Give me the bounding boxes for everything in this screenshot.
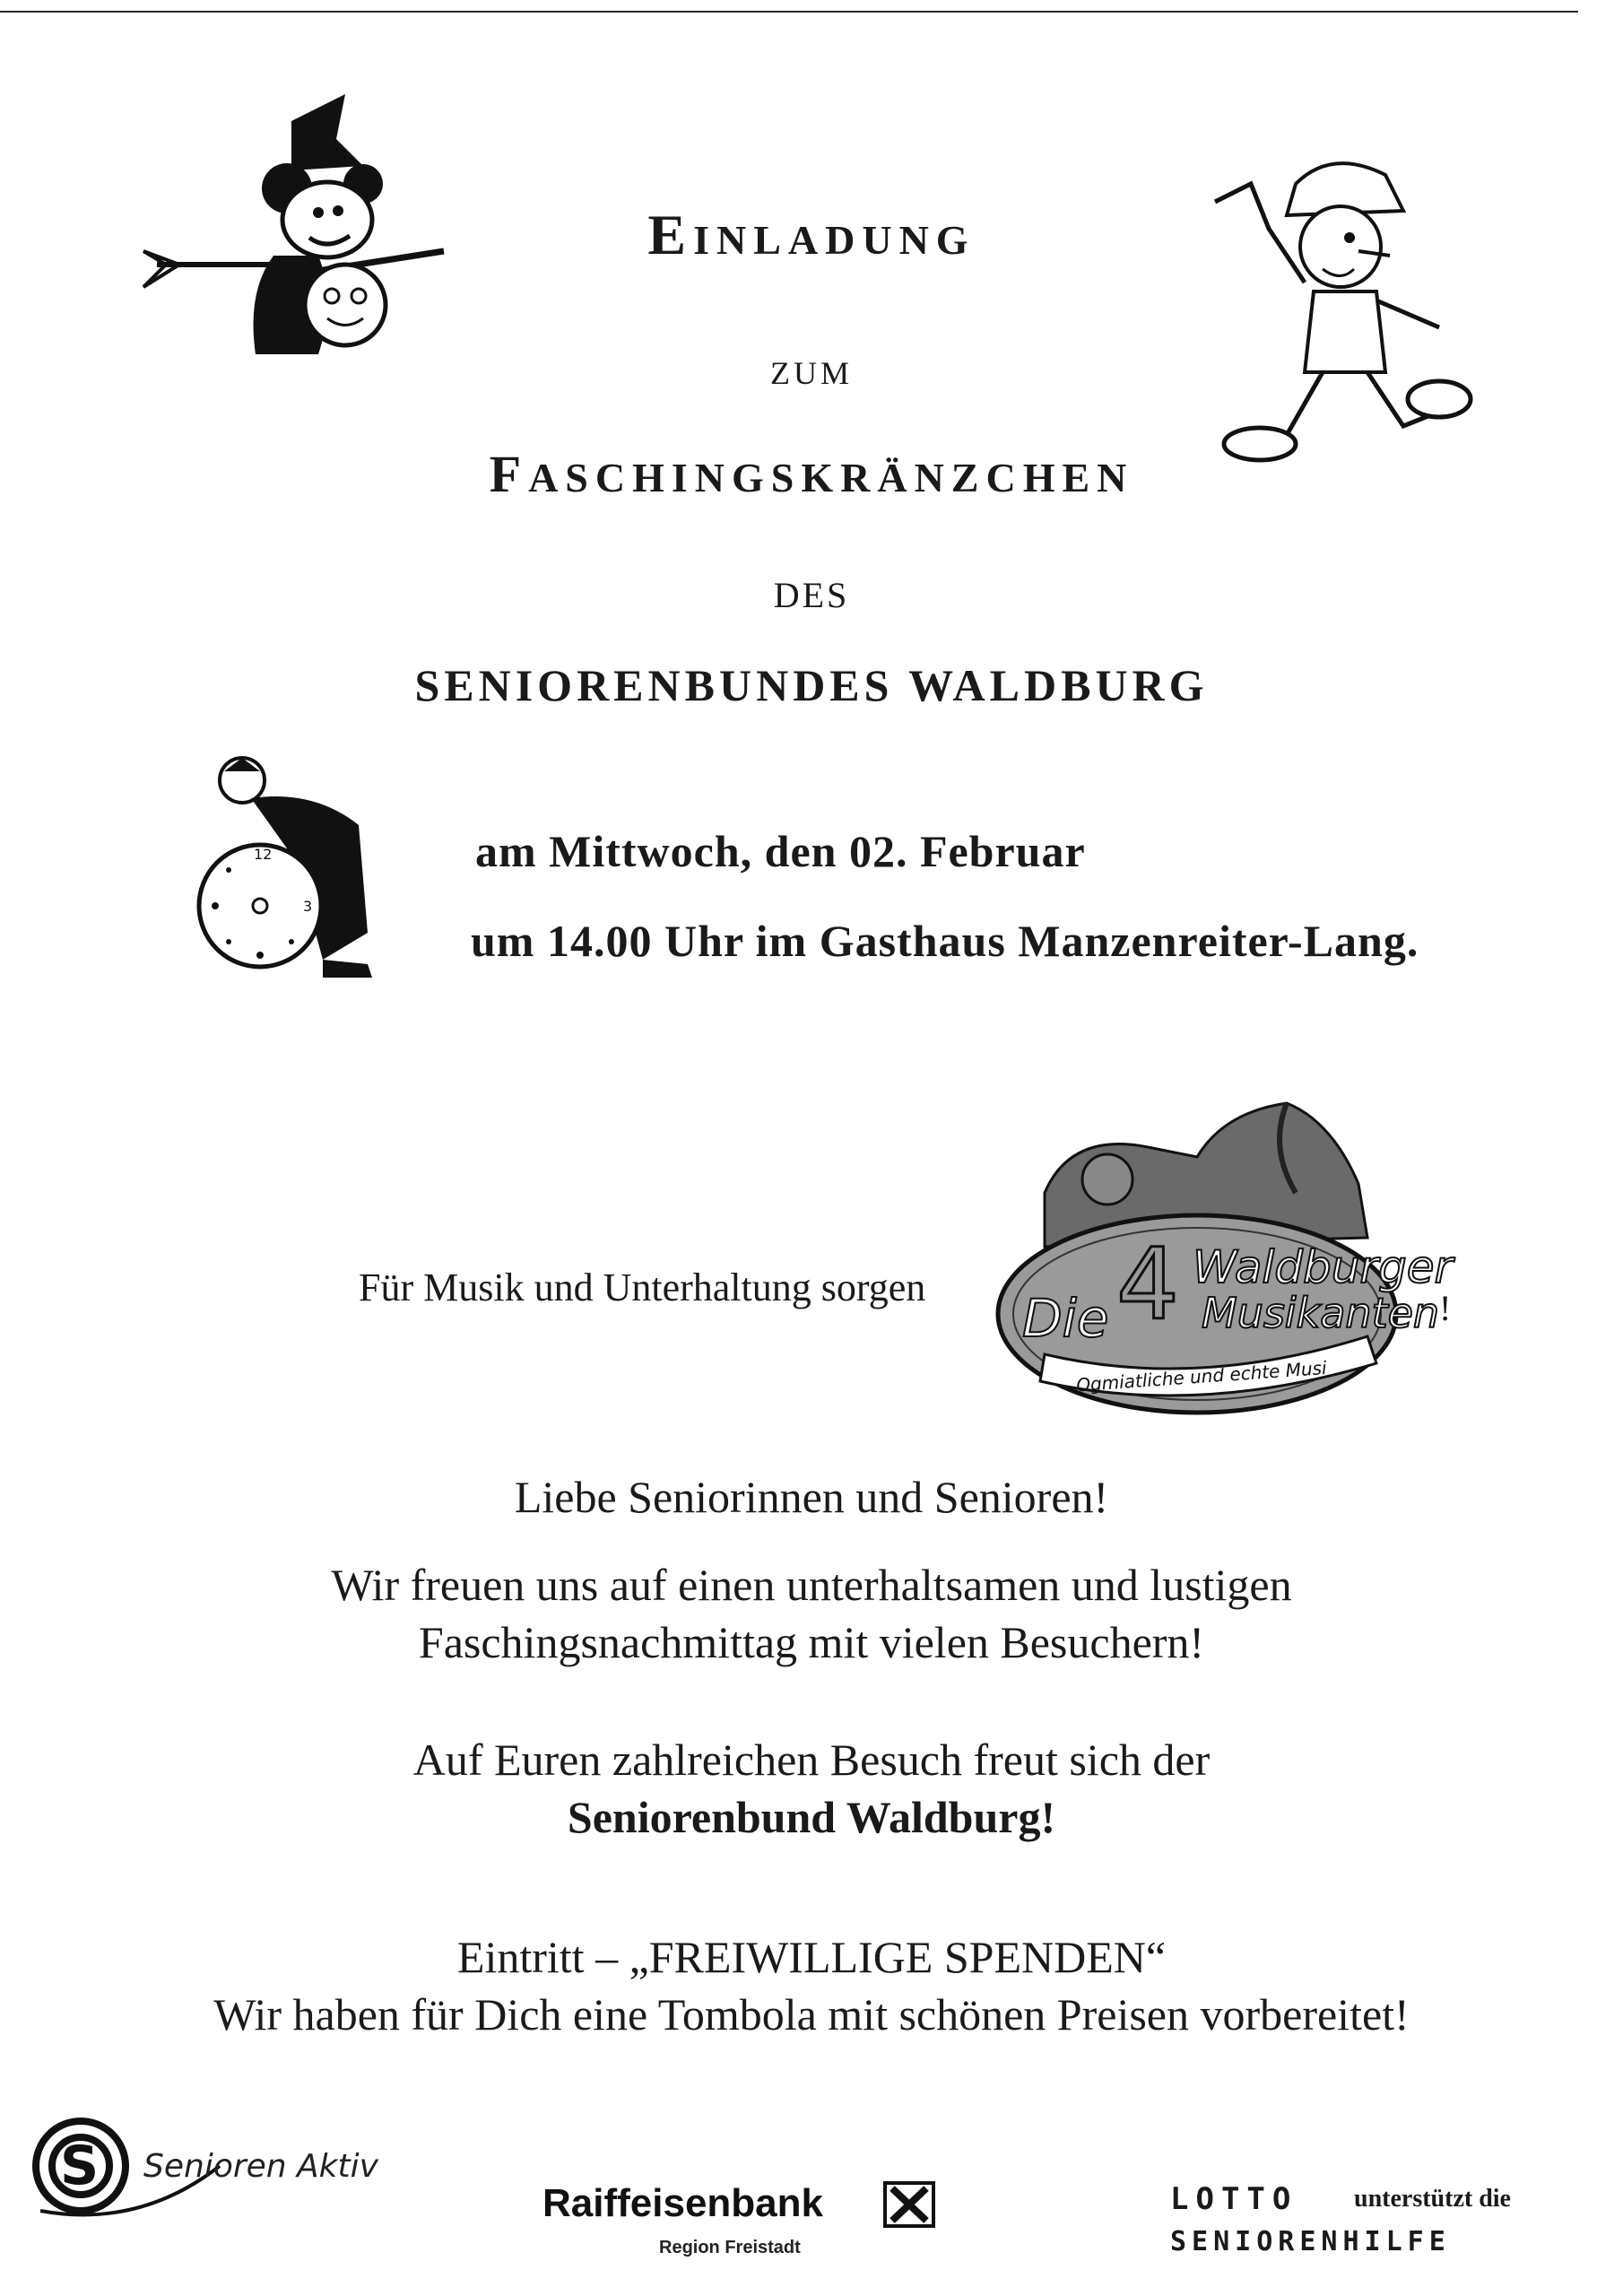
top-border-line <box>0 11 1578 13</box>
event-time-place: um 14.00 Uhr im Gasthaus Manzenreiter-Lang. <box>471 916 1419 966</box>
band-logo-ribbon: Ogmiatliche und echte Musi <box>1075 1356 1328 1396</box>
band-logo-number: 4 <box>1116 1227 1179 1342</box>
invitation-title: EINLADUNG <box>647 203 976 266</box>
lotto-text: LOTTO <box>1170 2181 1298 2217</box>
des-text: DES <box>773 575 850 615</box>
greeting: Liebe Seniorinnen und Senioren! <box>514 1472 1109 1522</box>
music-exclamation: ! <box>1439 1288 1452 1328</box>
organizer-title: SENIORENBUNDES WALDBURG <box>414 660 1209 710</box>
paragraph-visit: Auf Euren zahlreichen Besuch freut sich der Seniorenbund Waldburg! <box>412 1735 1211 1842</box>
clown-clock-illustration <box>188 753 381 982</box>
svg-text:12: 12 <box>254 846 273 863</box>
raiffeisen-logo-icon <box>883 2181 935 2228</box>
paragraph-looking-forward: Wir freuen uns auf einen unterhaltsamen und lustigen Faschingsnachmittag mit vielen Besuchern! <box>331 1560 1292 1667</box>
bank-region: Region Freistadt <box>659 2238 801 2257</box>
band-logo-waldburger: Waldburger <box>1193 1241 1454 1293</box>
seniorenhilfe-text: SENIORENHILFE <box>1170 2226 1451 2257</box>
pinocchio-illustration <box>1197 148 1484 489</box>
band-logo <box>991 1094 1454 1417</box>
band-logo-musikanten: Musikanten <box>1202 1289 1440 1337</box>
seniorenbund-signature: Seniorenbund Waldburg! <box>567 1792 1056 1842</box>
event-title: FASCHINGSKRÄNZCHEN <box>489 445 1134 503</box>
senioren-aktiv-text: Senioren Aktiv <box>143 2148 378 2185</box>
lotto-supports-text: unterstützt die <box>1354 2185 1511 2213</box>
svg-text:S: S <box>60 2135 100 2197</box>
event-date: am Mittwoch, den 02. Februar <box>475 826 1086 876</box>
zum-text: ZUM <box>770 355 853 391</box>
paragraph-entry: Eintritt – „FREIWILLIGE SPENDEN“ Wir haben für Dich eine Tombola mit schönen Preisen vorbereitet! <box>213 1932 1410 2039</box>
band-logo-die: Die <box>1022 1288 1109 1349</box>
bank-name: Raiffeisenbank <box>542 2181 823 2225</box>
music-text: Für Musik und Unterhaltung sorgen <box>359 1265 926 1309</box>
svg-text:3: 3 <box>303 898 313 915</box>
